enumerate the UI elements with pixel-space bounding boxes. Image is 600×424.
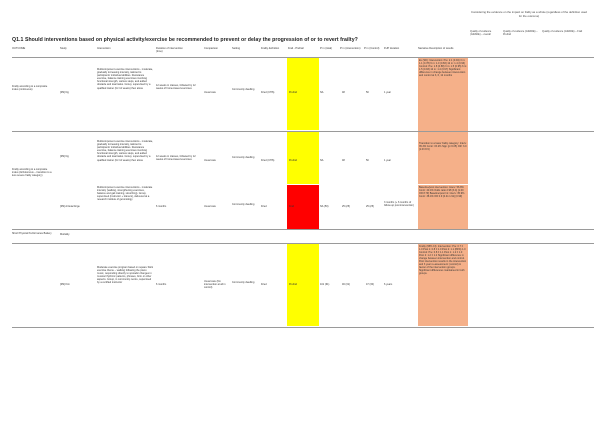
header-outcome: OUTCOME <box>12 47 26 50</box>
cell-definition: Fried (CHS) <box>261 159 275 162</box>
cell-n-intervention: 48 <box>342 91 345 94</box>
cell-intervention: Multicomponent exercise interventions - moderate, gradually increasing intensity, tailored to participants' individual abilities. Resistance exercise, balance training exercises involving functional strength, various steps, and added obstacle and dual tasks. Group, supervised by a qualified trainer (for 12 weeks) then alone <box>97 140 153 162</box>
cell-n-intervention: 25 (25) <box>342 205 350 208</box>
narrative-highlight <box>418 58 468 131</box>
quality-head-prefrail: Quality of evidence (GRADE) – Prefrail <box>503 30 538 37</box>
cell-outcome: Short Physical Performance Battery <box>12 232 52 235</box>
cell-frail: Prefrail <box>289 283 297 286</box>
cell-narrative: Transition to a lower frailty category: Interv: 35.3% Contr: 15.2% Sign (p<0.05) OR: 3.0 [1.03 8.9] <box>419 142 467 152</box>
quality-head-overall: Quality of evidence (GRADE) – overall <box>470 30 492 37</box>
cell-frail: Prefrail <box>289 91 297 94</box>
cell-outcome: Frailty according to a composite index (dichotomous – transition to a less severe frailty category) <box>12 168 52 178</box>
cell-definition: Fried <box>261 205 267 208</box>
cell-n-total: NA (50) <box>320 205 329 208</box>
cell-study: Mortality <box>60 233 70 236</box>
cell-study: [RS] Ng <box>60 91 69 94</box>
cell-setting: Community dwelling <box>232 156 255 159</box>
cell-definition: Fried <box>261 283 267 286</box>
cell-intervention: Moderate exercise program based on square Stick exercise theme – walking following the piano music, responding directly to sporadic changes in musical rhythmic patterns, phrases, form or other aspects. Group, in community centre, supervised by a certified instructor <box>97 266 154 285</box>
cell-n-intervention: 46 (31) <box>342 283 350 286</box>
cell-n-control: 50 <box>366 159 369 162</box>
cell-intervention: Multicomponent exercise interventions - moderate, gradually increasing intensity, tailored to participants' individual abilities. Resistance exercise, balance training exercises involving functional strength, various steps, and added obstacle and dual tasks. Group, supervised by a qualified trainer (for 12 weeks) then alone <box>97 68 153 90</box>
cell-narrative: Ex (SD): Intervention: Pre: 2.1 (0.94) 3 m: 1.1 (0.78) 6 m: 1.0 (0.83) 12 m: 1.4 (0.93) Control: Pre: 1.8 (0.88) 3 m: 1.5 (0.95) 6 m: 1.5 (0.93) 12 m: 1.4 (0.97) Significant difference in change between intervention and control at 3, 6, 12 months <box>419 58 467 77</box>
row-divider <box>12 327 594 328</box>
header-n-intervention: Pt n (intervention) <box>340 47 361 50</box>
cell-definition: Fried (CHS) <box>261 91 275 94</box>
page-title: Q1.1 Should interventions based on physical activity/exercise be recommended to prevent or delay the progression of or to revert frailty? <box>12 37 358 43</box>
cell-n-total: 101 (61) <box>320 283 330 286</box>
cell-comparison: Usual care <box>204 91 216 94</box>
cell-comparison: Usual care <box>204 205 216 208</box>
header-fup: FUP duration <box>384 47 400 50</box>
cell-duration: 6 months <box>156 205 167 208</box>
cell-study: [RS] Arrieta/Jorge <box>60 205 80 208</box>
cell-fup: 1 year <box>384 159 391 162</box>
cell-setting: Community dwelling <box>232 281 255 284</box>
cell-n-total: NA <box>320 159 324 162</box>
cell-n-control: 50 <box>366 91 369 94</box>
cell-fup: 6 years <box>384 283 393 286</box>
row-divider <box>12 229 594 230</box>
narrative-highlight <box>418 185 468 229</box>
narrative-highlight <box>418 244 468 326</box>
cell-n-control: 25 (25) <box>366 205 374 208</box>
cell-fup: 3 months (+ 6 months of follow-up post intervention) <box>384 201 414 208</box>
cell-study: [RS] Kim <box>60 283 70 286</box>
cell-study: [RS] Ng <box>60 155 69 158</box>
cell-frail: Frail <box>289 205 294 208</box>
cell-setting: Community dwelling <box>232 88 255 91</box>
narrative-highlight <box>418 132 468 184</box>
frailty-status-highlight <box>287 132 319 184</box>
cell-comparison: Usual care (No intervention at all in control) <box>204 280 226 290</box>
header-n-total: Pt n (total) <box>320 47 332 50</box>
cell-duration: 6 months <box>156 283 167 286</box>
cell-narrative: Baseline/post intervention: Interv: 56.8% Contr: 40.4% Odds ratio 2.98 (3.4) [1.00 OR 8.79] Baseline/post Int: Interv: 35.9% Contr: 38.4% OR 0.9 (0.41 1.91) [0.99] <box>419 185 465 198</box>
header-frailty-definition: Frailty definition <box>261 47 280 50</box>
cell-duration: 12 weeks in classes, followed by 12 weeks of home-based exercises <box>156 155 196 162</box>
cell-n-intervention: 48 <box>342 159 345 162</box>
cell-n-total: NA <box>320 91 324 94</box>
cell-n-control: 47 (30) <box>366 283 374 286</box>
quality-head-frail: Quality of evidence (GRADE) – Frail <box>542 30 583 33</box>
header-duration: Duration of intervention (time) <box>156 47 183 54</box>
cell-intervention: Multicomponent exercise interventions - moderate intensity (walking, strengthening exercises, balance and gait training, stretching). Group, supervised (instructor + trainers), delivered at a research institute of gerontology <box>97 186 153 202</box>
conditioning-note: Considering the evidence on the impact on frailty as a whole (regardless of the definition used for the outcome) <box>471 10 587 18</box>
cell-outcome: Frailty according to a composite index (continuous) <box>12 85 48 92</box>
cell-duration: 12 weeks in classes, followed by 12 weeks of home-based exercises <box>156 84 196 91</box>
cell-fup: 1 year <box>384 91 391 94</box>
cell-setting: Community dwelling <box>232 203 255 206</box>
header-frail-prefrail: Frail - Prefrail <box>288 47 304 50</box>
header-intervention: Intervention <box>97 47 111 50</box>
cell-narrative: Frailty (95% CI): Intervention: Pre: 0.7 ± 1.0 Post 1: 0.8 ± 1.0 Post 2: 1.1 (80%) 1.0 Control: Pre: 0.8 ± 1.1 Post 1: 1.2 ± 1.0 Post 2: 1.2 ± 1.2 Significant difference in change between intervention and control. Post intervention results in the intervention and 3 year re-assessment: (control) in favour of the intervention groups. Significant differences maintained in both groups. <box>419 244 467 276</box>
header-comparison: Comparison <box>204 47 218 50</box>
cell-comparison: Usual care <box>204 159 216 162</box>
header-narrative: Narrative Description of results <box>418 47 454 50</box>
cell-frail: Prefrail <box>289 159 297 162</box>
header-study: Study <box>60 47 67 50</box>
header-n-control: Pt n (Control) <box>364 47 380 50</box>
header-setting: Setting <box>232 47 241 50</box>
